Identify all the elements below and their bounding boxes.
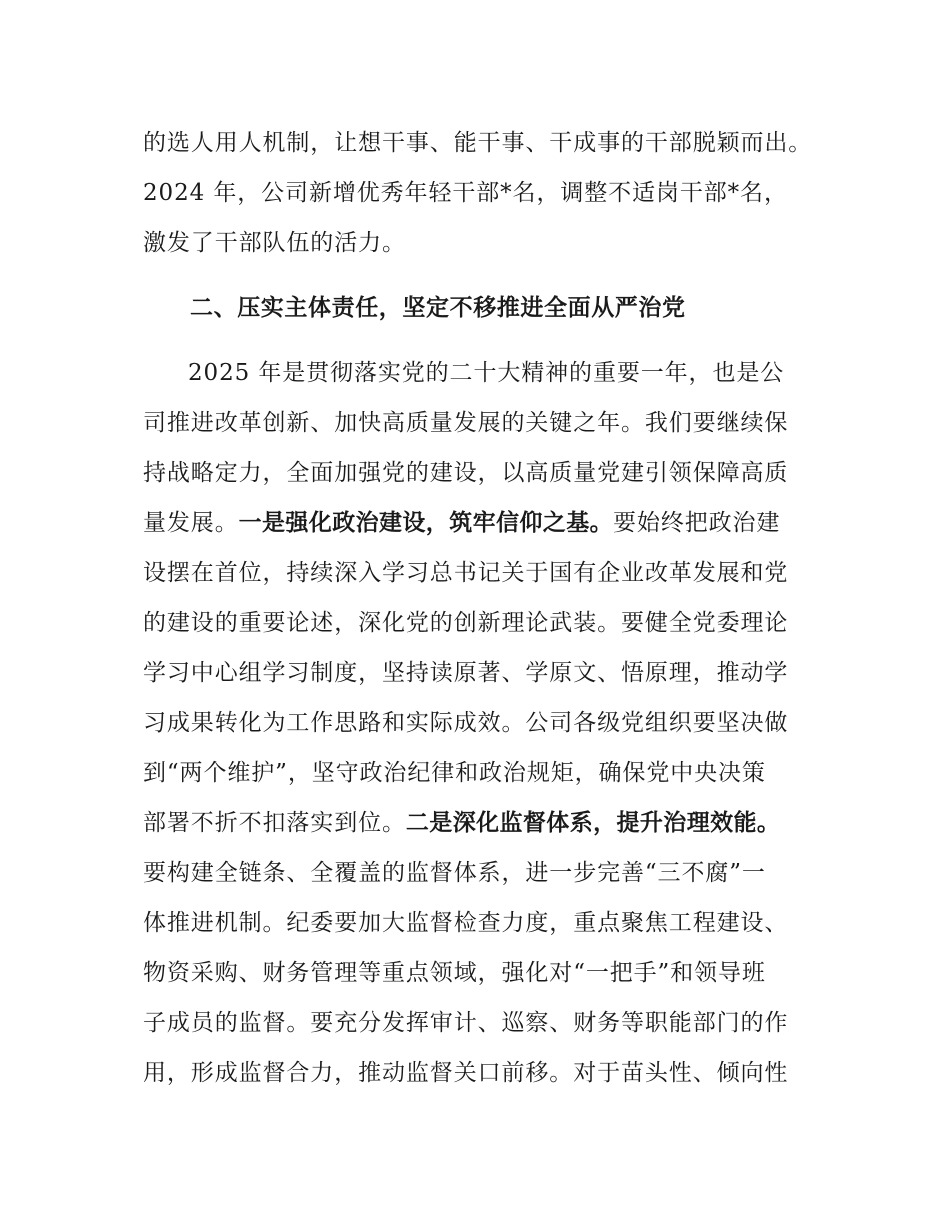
section-heading: 二、压实主体责任，坚定不移推进全面从严治党 (190, 295, 686, 321)
paragraph-line: 持战略定力，全面加强党的建设，以高质量党建引领保障高质 (143, 460, 789, 486)
paragraph-line: 用，形成监督合力，推动监督关口前移。对于苗头性、倾向性 (143, 1060, 789, 1086)
paragraph-line-mixed (143, 808, 780, 838)
bold-subheading-2: 二是深化监督体系，提升治理效能。 (405, 810, 781, 836)
paragraph-line: 司推进改革创新、加快高质量发展的关键之年。我们要继续保 (143, 410, 789, 436)
paragraph-line: 习成果转化为工作思路和实际成效。公司各级党组织要坚决做 (143, 710, 789, 736)
paragraph-line: 到“两个维护”，坚守政治纪律和政治规矩，确保党中央决策 (143, 760, 766, 786)
paragraph-line: 学习中心组学习制度，坚持读原著、学原文、悟原理，推动学 (143, 660, 789, 686)
paragraph-line: 的建设的重要论述，深化党的创新理论武装。要健全党委理论 (143, 610, 789, 636)
paragraph-line: 激发了干部队伍的活力。 (143, 230, 406, 256)
paragraph-text: 部署不折不扣落实到位。 (143, 810, 406, 836)
paragraph-text: 要始终把政治建 (613, 510, 781, 536)
paragraph-line: 的选人用人机制，让想干事、能干事、干成事的干部脱颖而出。 (143, 130, 813, 156)
paragraph-line: 要构建全链条、全覆盖的监督体系，进一步完善“三不腐”一 (143, 860, 766, 886)
paragraph-line-mixed (143, 508, 780, 538)
paragraph-text: 量发展。 (143, 510, 239, 536)
paragraph-line: 2025 年是贯彻落实党的二十大精神的重要一年，也是公 (188, 360, 785, 386)
paragraph-line: 子成员的监督。要充分发挥审计、巡察、财务等职能部门的作 (143, 1010, 789, 1036)
paragraph-line: 2024 年，公司新增优秀年轻干部*名，调整不适岗干部*名， (143, 180, 788, 206)
paragraph-line: 物资采购、财务管理等重点领域，强化对“一把手”和领导班 (143, 960, 766, 986)
bold-subheading-1: 一是强化政治建设，筑牢信仰之基。 (238, 510, 614, 536)
paragraph-line: 体推进机制。纪委要加大监督检查力度，重点聚焦工程建设、 (143, 910, 789, 936)
paragraph-line: 设摆在首位，持续深入学习总书记关于国有企业改革发展和党 (143, 560, 789, 586)
